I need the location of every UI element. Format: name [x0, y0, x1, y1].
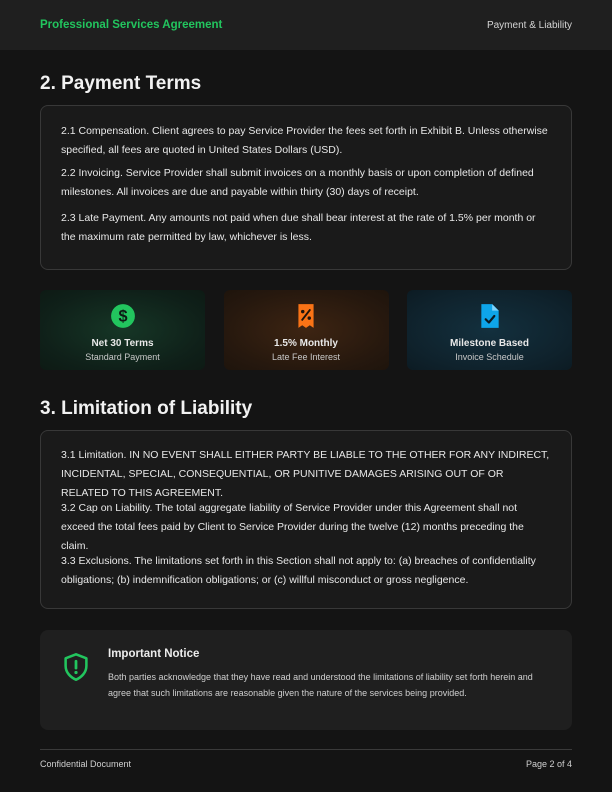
important-notice — [40, 630, 572, 730]
payment-terms-card — [40, 105, 572, 270]
stat-subtitle: Late Fee Interest — [271, 352, 341, 362]
document-check-icon — [477, 303, 503, 329]
clause-3-2: 3.2 Cap on Liability. The total aggregate liability of Service Provider under this Agreement shall not exceed the total fees paid by Client to Service Provider during the twelve (12) months preceding the claim. — [61, 502, 524, 552]
clause-3-1: 3.1 Limitation. IN NO EVENT SHALL EITHER PARTY BE LIABLE TO THE OTHER FOR ANY INDIRECT, INCIDENTAL, SPECIAL, CONSEQUENTIAL, OR PUNITIVE DAMAGES ARISING OUT OF OR RELATED TO THIS AGREEMENT. — [61, 449, 550, 499]
clause-2-3: 2.3 Late Payment. Any amounts not paid when due shall bear interest at the rate of 1.5% per month or the maximum rate permitted by law, whichever is less. — [61, 212, 536, 243]
page-number: Page 2 of 4 — [525, 759, 572, 769]
limitation-card — [40, 430, 572, 609]
dollar-circle-icon — [110, 303, 136, 329]
stat-net-30 — [40, 290, 205, 370]
section-label: Payment & Liability — [486, 19, 572, 31]
notice-body: Both parties acknowledge that they have read and understood the limitations of liability set forth herein and agree that such limitations are reasonable given the nature of the services being provided. — [108, 672, 533, 698]
page-footer — [40, 759, 572, 769]
document-title: Professional Services Agreement — [40, 19, 223, 31]
stat-late-fee — [224, 290, 389, 370]
percent-receipt-icon — [293, 303, 319, 329]
page-header — [0, 0, 612, 50]
stat-title: Milestone Based — [450, 338, 529, 349]
stat-title: 1.5% Monthly — [274, 338, 338, 349]
clause-2-2: 2.2 Invoicing. Service Provider shall submit invoices on a monthly basis or upon completion of defined milestones. All invoices are due and payable within thirty (30) days of receipt. — [61, 167, 534, 198]
payment-highlights — [40, 290, 572, 370]
limitation-heading: 3. Limitation of Liability — [40, 398, 253, 419]
clause-2-1: 2.1 Compensation. Client agrees to pay Service Provider the fees set forth in Exhibit B. Unless otherwise specified, all fees are quoted in United States Dollars (USD). — [61, 125, 548, 156]
shield-alert-icon — [62, 652, 90, 682]
footer-confidential: Confidential Document — [40, 759, 132, 769]
stat-title: Net 30 Terms — [91, 338, 154, 349]
svg-text:$: $ — [117, 307, 128, 326]
stat-subtitle: Standard Payment — [85, 352, 160, 362]
stat-milestone — [407, 290, 572, 370]
footer-divider — [40, 749, 572, 750]
notice-title: Important Notice — [108, 648, 200, 660]
clause-3-3: 3.3 Exclusions. The limitations set forth in this Section shall not apply to: (a) breaches of confidentiality obligations; (b) indemnification obligations; or (c) willful misconduct or gross negligence. — [61, 555, 536, 586]
stat-subtitle: Invoice Schedule — [455, 352, 524, 362]
payment-terms-heading: 2. Payment Terms — [40, 73, 202, 94]
